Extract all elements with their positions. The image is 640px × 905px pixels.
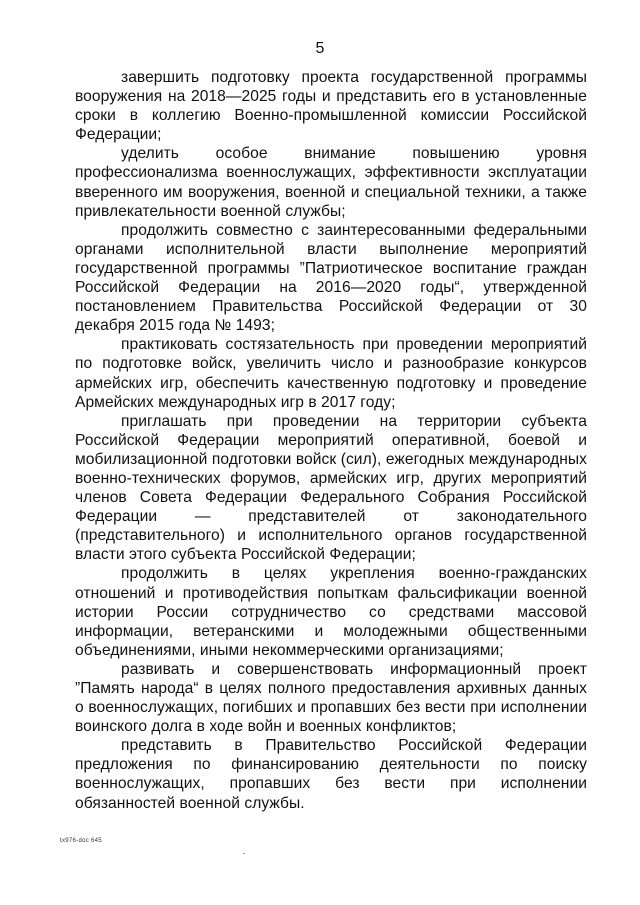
paragraph-search-funding: представить в Правительство Российской Федерации предложения по финансированию деятельности по поиску военнослужащих, пропавших без вести при исполнении обязанностей военной службы. xyxy=(75,737,587,812)
paragraph-patriotic-education: продолжить совместно с заинтересованными федеральными органами исполнительной власти выполнение мероприятий государственной программы ”Патриотическое воспитание граждан Российской Федерации на 2016—2020 годы“, утвержденной постановлением Правительства Российской Федерации от 30 декабря 2015 года № 1493; xyxy=(75,221,587,335)
paragraph-army-games: практиковать состязательность при проведении мероприятий по подготовке войск, увеличить число и разнообразие конкурсов армейских игр, обеспечить качественную подготовку и проведение Армейских международных игр в 2017 году; xyxy=(75,336,587,411)
paragraph-civil-military-relations: продолжить в целях укрепления военно-гражданских отношений и противодействия попыткам фальсификации военной истории России сотрудничество со средствами массовой информации, ветеранскими и молодежными общественными объединениями, иными некоммерческими организациями; xyxy=(75,565,587,659)
paragraph-complete-armament-program: завершить подготовку проекта государственной программы вооружения на 2018—2025 годы и представить его в установленные сроки в коллегию Военно-промышленной комиссии Российской Федерации; xyxy=(75,69,587,144)
scan-speck xyxy=(243,853,245,854)
document-body xyxy=(75,68,587,813)
footer-document-code: tx976-doc 645 xyxy=(60,838,102,844)
paragraph-professionalism: уделить особое внимание повышению уровня профессионализма военнослужащих, эффективности эксплуатации вверенного им вооружения, военной и специальной техники, а также привлекательности военной службы; xyxy=(75,145,587,220)
paragraph-memory-of-people: развивать и совершенствовать информационный проект ”Память народа“ в целях полного предоставления архивных данных о военнослужащих, погибших и пропавших без вести при исполнении воинского долга в ходе войн и военных конфликтов; xyxy=(75,660,587,736)
paragraph-invite-federation-council: приглашать при проведении на территории субъекта Российской Федерации мероприятий оперативной, боевой и мобилизационной подготовки войск (сил), ежегодных международных военно-технических форумов, армейских игр, других мероприятий членов Совета Федерации Федерального Собрания Российской Федерации — представителей от законодательного (представительного) и исполнительного органов государственной власти этого субъекта Российской Федерации; xyxy=(75,412,587,564)
page-number: 5 xyxy=(315,40,325,57)
